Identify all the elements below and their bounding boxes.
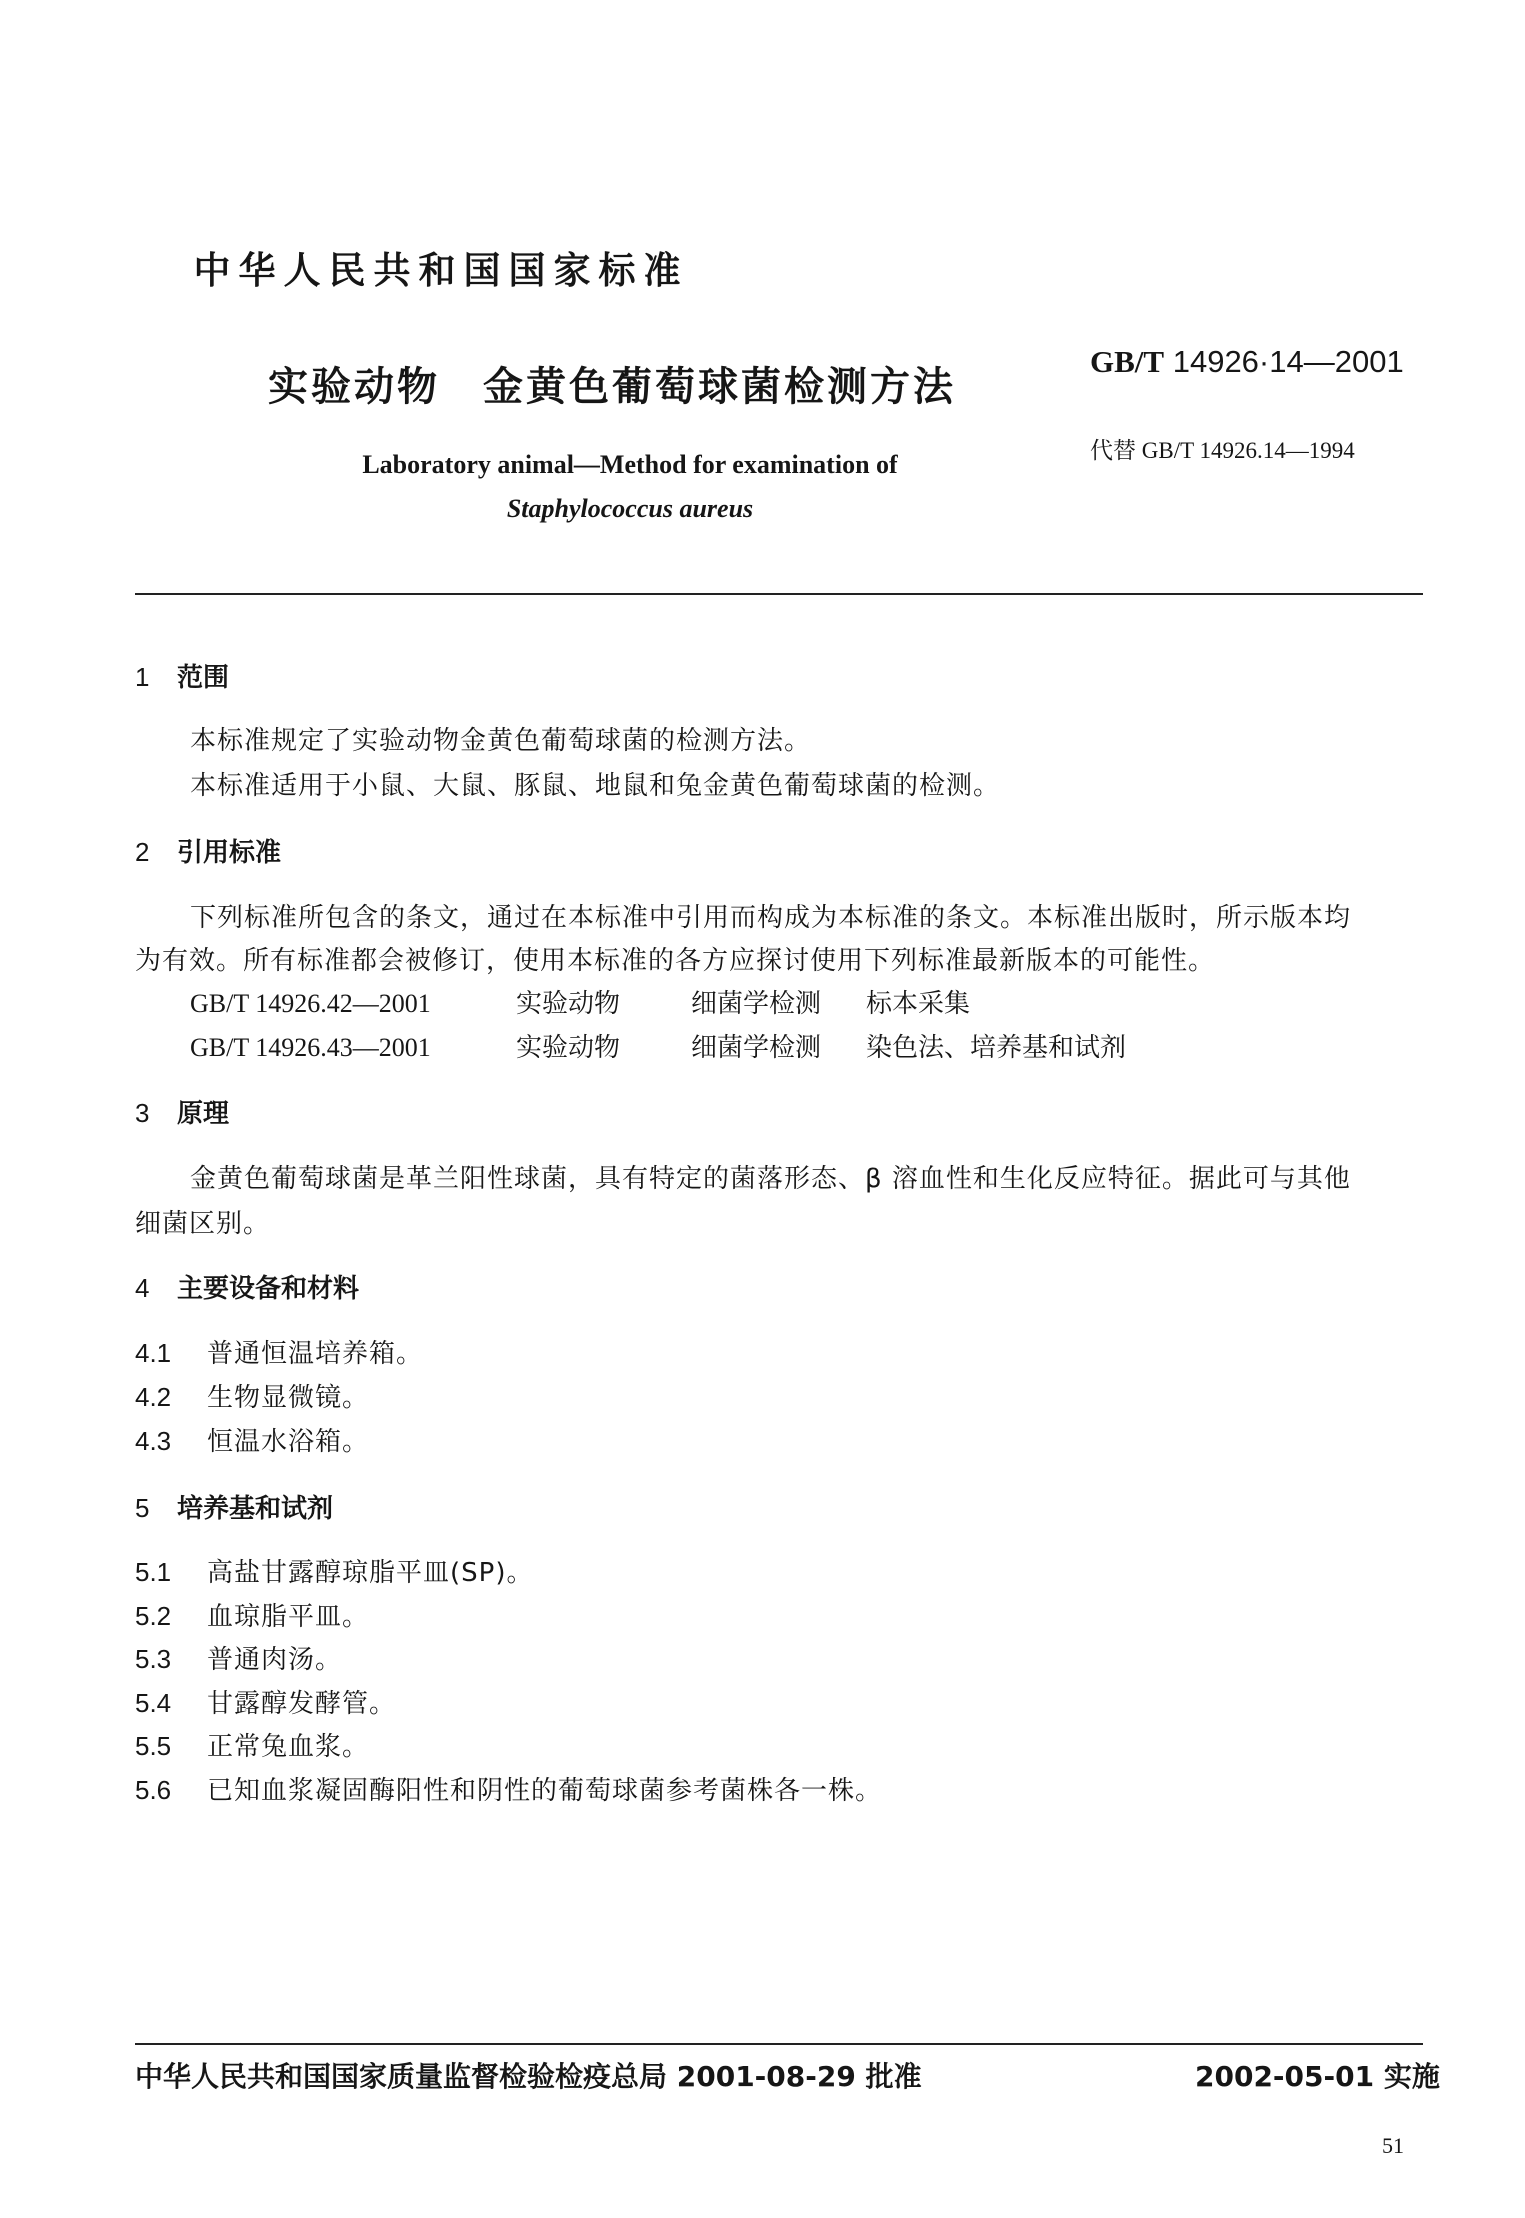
- section-2-paragraph-line1: 下列标准所包含的条文，通过在本标准中引用而构成为本标准的条文。本标准出版时，所示版本均: [190, 903, 1352, 933]
- footer-divider: [135, 2043, 1423, 2045]
- list-item: [135, 1552, 533, 1589]
- document-title-english: [250, 443, 1010, 531]
- list-item-text: 生物显微镜。: [207, 1383, 370, 1413]
- list-item-number: 5.4: [135, 1688, 172, 1718]
- list-item-number: 5.2: [135, 1601, 172, 1631]
- section-5-title: 培养基和试剂: [177, 1494, 334, 1524]
- header-divider: [135, 593, 1423, 595]
- section-1-title: 范围: [177, 663, 230, 693]
- standard-label: GB/T: [1090, 344, 1165, 379]
- list-item-text: 普通肉汤。: [207, 1645, 343, 1675]
- section-2-number: 2: [135, 837, 150, 867]
- section-4-title: 主要设备和材料: [177, 1274, 360, 1304]
- list-item-text: 血琼脂平皿。: [207, 1602, 370, 1632]
- list-item-text: 高盐甘露醇琼脂平皿(SP)。: [207, 1558, 534, 1588]
- reference-part-c: 染色法、培养基和试剂: [866, 1033, 1127, 1063]
- reference-part-c: 标本采集: [866, 989, 971, 1019]
- section-4-number: 4: [135, 1273, 150, 1303]
- list-item-text: 正常兔血浆。: [207, 1732, 370, 1762]
- reference-part-b: 细菌学检测: [691, 989, 822, 1019]
- list-item: [135, 1596, 369, 1633]
- standard-number: [1090, 344, 1404, 380]
- reference-code: GB/T 14926.42—2001: [190, 989, 431, 1018]
- list-item: [135, 1377, 369, 1414]
- list-item: [135, 1421, 369, 1458]
- reference-part-a: 实验动物: [516, 989, 621, 1019]
- implementation-date: 2002-05-01 实施: [1195, 2060, 1440, 2093]
- section-3-title: 原理: [177, 1099, 230, 1129]
- section-1-paragraph-2: 本标准适用于小鼠、大鼠、豚鼠、地鼠和兔金黄色葡萄球菌的检测。: [190, 771, 1001, 801]
- section-5-heading: [135, 1488, 333, 1525]
- title-english-line2: Staphylococcus aureus: [506, 494, 754, 523]
- section-3-heading: [135, 1093, 229, 1130]
- section-5-number: 5: [135, 1493, 150, 1523]
- list-item-text: 甘露醇发酵管。: [207, 1689, 397, 1719]
- list-item-number: 5.6: [135, 1775, 172, 1805]
- list-item-number: 4.1: [135, 1338, 172, 1368]
- reference-part-a: 实验动物: [516, 1033, 621, 1063]
- list-item: [135, 1683, 396, 1720]
- approval-date: 中华人民共和国国家质量监督检验检疫总局 2001-08-29 批准: [135, 2060, 922, 2093]
- section-2-title: 引用标准: [177, 838, 282, 868]
- reference-code: GB/T 14926.43—2001: [190, 1033, 431, 1062]
- section-3-paragraph-line2: 细菌区别。: [135, 1209, 271, 1239]
- list-item-text: 恒温水浴箱。: [207, 1427, 370, 1457]
- reference-part-b: 细菌学检测: [691, 1033, 822, 1063]
- list-item: [135, 1726, 369, 1763]
- section-3-paragraph-line1: 金黄色葡萄球菌是革兰阳性球菌，具有特定的菌落形态、β 溶血性和生化反应特征。据此可与其他: [190, 1164, 1351, 1194]
- list-item: [135, 1770, 882, 1807]
- replaces-standard: 代替 GB/T 14926.14—1994: [1090, 438, 1355, 463]
- list-item-number: 5.1: [135, 1557, 172, 1587]
- list-item-number: 5.3: [135, 1644, 172, 1674]
- list-item-number: 5.5: [135, 1731, 172, 1761]
- document-title-chinese: 实验动物 金黄色葡萄球菌检测方法: [268, 364, 956, 410]
- list-item-number: 4.2: [135, 1382, 172, 1412]
- national-standard-heading: 中华人民共和国国家标准: [193, 249, 689, 292]
- section-1-heading: [135, 657, 229, 694]
- section-1-paragraph-1: 本标准规定了实验动物金黄色葡萄球菌的检测方法。: [190, 726, 812, 756]
- list-item-text: 普通恒温培养箱。: [207, 1339, 424, 1369]
- reference-row: [190, 983, 970, 1020]
- list-item-number: 4.3: [135, 1426, 172, 1456]
- list-item-text: 已知血浆凝固酶阳性和阴性的葡萄球菌参考菌株各一株。: [207, 1776, 883, 1806]
- section-1-number: 1: [135, 662, 150, 692]
- section-3-number: 3: [135, 1098, 150, 1128]
- title-english-line1: Laboratory animal—Method for examination of: [362, 450, 898, 479]
- standard-number-value: 14926·14—2001: [1172, 344, 1404, 379]
- reference-row: [190, 1027, 1126, 1064]
- page-number: 51: [1382, 2133, 1404, 2158]
- section-2-paragraph-line2: 为有效。所有标准都会被修订，使用本标准的各方应探讨使用下列标准最新版本的可能性。: [135, 946, 1216, 976]
- list-item: [135, 1639, 342, 1676]
- section-2-heading: [135, 832, 281, 869]
- list-item: [135, 1333, 423, 1370]
- section-4-heading: [135, 1268, 359, 1305]
